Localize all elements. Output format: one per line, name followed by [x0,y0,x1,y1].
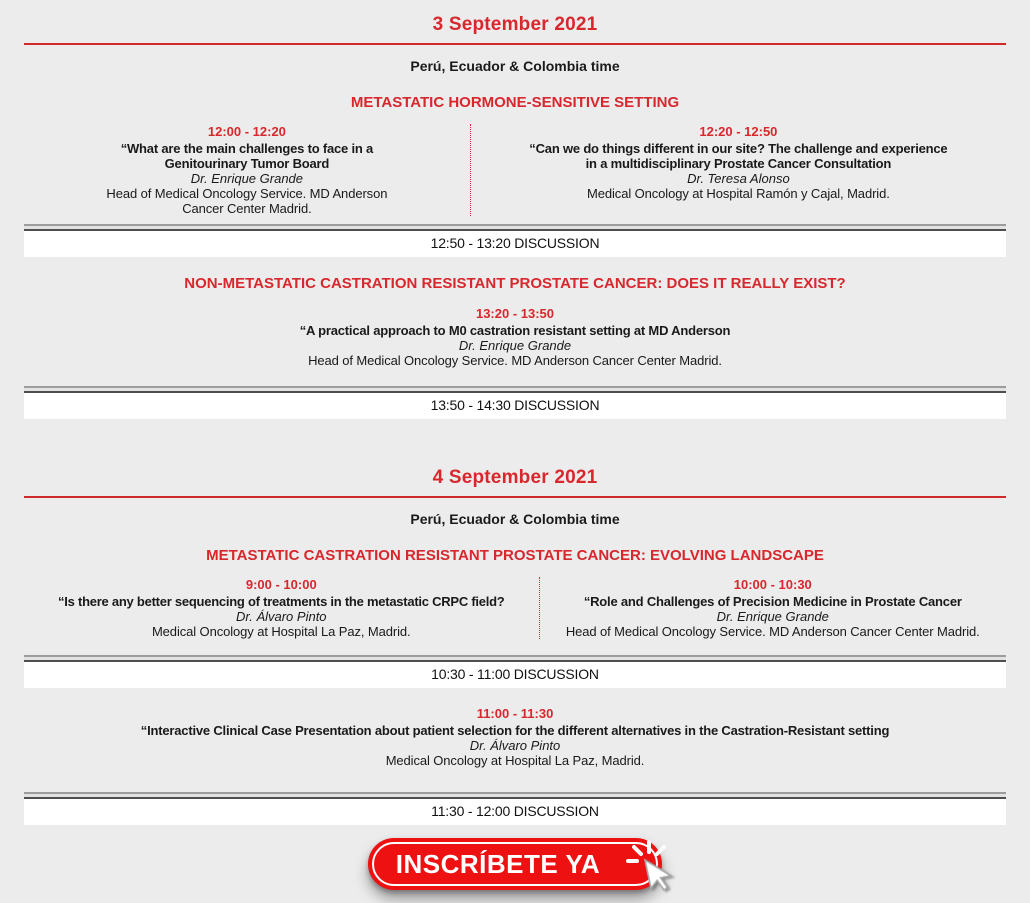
session-speaker: Dr. Enrique Grande [716,609,829,624]
day-title-rule [24,43,1006,45]
session-affiliation: Head of Medical Oncology Service. MD Anderson Cancer Center Madrid. [308,353,722,368]
session-time: 10:00 - 10:30 [733,577,812,592]
discussion-label: 13:50 - 14:30 DISCUSSION [24,393,1006,419]
click-cursor-icon [622,839,676,903]
cta-area [0,838,1030,890]
session-title: “Is there any better sequencing of treatments in the metastatic CRPC field? [58,594,505,609]
session-time: 9:00 - 10:00 [245,577,317,592]
day-title: 3 September 2021 [432,14,598,35]
discussion-rule [24,655,1006,662]
discussion-rule [24,792,1006,799]
session-time: 12:20 - 12:50 [699,124,778,139]
register-button[interactable] [368,838,662,890]
session-speaker: Dr. Álvaro Pinto [235,609,327,624]
discussion-label: 10:30 - 11:00 DISCUSSION [24,662,1006,688]
session-speaker: Dr. Enrique Grande [458,338,572,353]
session-affiliation: Medical Oncology at Hospital La Paz, Madrid. [151,624,411,639]
day-title-rule [24,496,1006,498]
register-button-label: INSCRÍBETE YA [395,848,601,879]
session-title: “A practical approach to M0 castration resistant setting at MD Anderson [299,323,731,338]
session-time: 12:00 - 12:20 [207,124,286,139]
section-heading: METASTATIC CASTRATION RESISTANT PROSTATE CANCER: EVOLVING LANDSCAPE [206,547,824,564]
session-time: 13:20 - 13:50 [475,306,555,321]
session-full-width [0,706,1030,768]
session-title: “Interactive Clinical Case Presentation about patient selection for the different alternatives in the Castration-Resistant setting [140,723,890,738]
section-heading: METASTATIC HORMONE-SENSITIVE SETTING [350,94,680,111]
discussion-label: 12:50 - 13:20 DISCUSSION [24,231,1006,257]
session-affiliation: Head of Medical Oncology Service. MD Anderson Cancer Center Madrid. [565,624,980,639]
session-left [24,124,471,216]
session-title: “Can we do things different in our site? The challenge and experience in a multidisciplinary Prostate Cancer Consultation [529,141,948,171]
discussion-bar [24,224,1006,257]
session-affiliation: Head of Medical Oncology Service. MD Anderson Cancer Center Madrid. [106,186,388,216]
session-speaker: Dr. Teresa Alonso [687,171,790,186]
session-left [24,577,540,639]
session-right [471,124,1006,216]
day-section-2 [0,419,1030,825]
session-right [540,577,1006,639]
discussion-rule [24,224,1006,231]
session-title: “Role and Challenges of Precision Medicine in Prostate Cancer [583,594,962,609]
click-burst-icon [628,842,664,861]
day-title: 4 September 2021 [432,467,598,488]
discussion-rule [24,386,1006,393]
session-affiliation: Medical Oncology at Hospital La Paz, Madrid. [385,753,645,768]
session-title: “What are the main challenges to face in a Genitourinary Tumor Board [120,141,374,171]
discussion-bar [24,386,1006,419]
session-columns [24,124,1006,216]
session-columns [24,577,1006,639]
discussion-bar [24,655,1006,688]
discussion-label: 11:30 - 12:00 DISCUSSION [24,799,1006,825]
discussion-bar [24,792,1006,825]
timezone-label: Perú, Ecuador & Colombia time [410,511,620,527]
session-affiliation: Medical Oncology at Hospital Ramón y Cajal, Madrid. [587,186,890,201]
section-heading: NON-METASTATIC CASTRATION RESISTANT PROSTATE CANCER: DOES IT REALLY EXIST? [184,275,846,292]
session-speaker: Dr. Álvaro Pinto [469,738,561,753]
day-section-1 [0,0,1030,419]
session-full-width [0,306,1030,368]
mouse-pointer-icon [645,855,673,892]
session-time: 11:00 - 11:30 [476,706,554,721]
session-speaker: Dr. Enrique Grande [190,171,304,186]
timezone-label: Perú, Ecuador & Colombia time [410,58,620,74]
